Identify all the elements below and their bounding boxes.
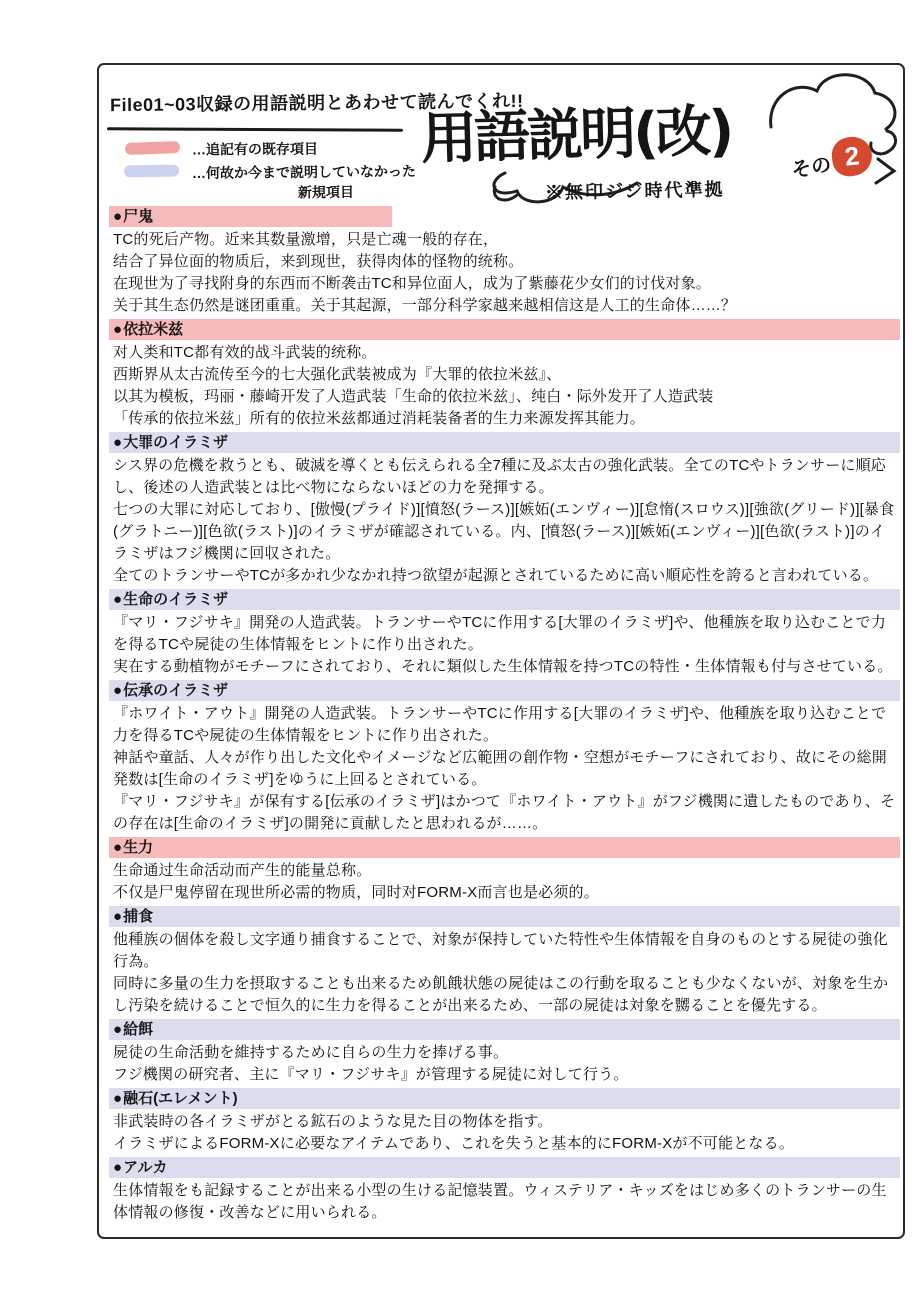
term-paragraph: 七つの大罪に対応しており、[傲慢(プライド)][憤怒(ラース)][嫉妬(エンヴィー)][怠惰(スロウス)][強欲(グリード)][暴食(グラトニー)][色欲(ラスト)]のイラミザが確認されている。内、[憤怒(ラース)][嫉妬(エンヴィー)][色欲(ラスト)]のイラミザはフジ機関に回収された。 — [113, 501, 895, 562]
term-paragraph: 在现世为了寻找附身的东西而不断袭击TC和异位面人，成为了紫藤花少女们的讨伐对象。 — [113, 275, 711, 292]
term-paragraph: シス界の危機を救うとも、破滅を導くとも伝えられる全7種に及ぶ太古の強化武装。全てのTCやトランサーに順応し、後述の人造武装とは比べ物にならないほどの力を発揮する。 — [113, 457, 886, 496]
term-body — [109, 1180, 900, 1224]
term-body — [109, 860, 900, 904]
page-title: 用語説明(改) — [420, 98, 733, 173]
term-label: 融石(エレメント) — [123, 1090, 238, 1107]
term-section — [109, 1088, 900, 1155]
term-section — [109, 319, 900, 430]
bullet-icon: ● — [113, 1021, 123, 1038]
page-header — [99, 65, 903, 206]
term-body — [109, 929, 900, 1017]
term-paragraph: 西斯界从太古流传至今的七大强化武装被成为『大罪的依拉米兹』、 — [113, 366, 562, 383]
term-label: 生力 — [123, 839, 154, 856]
term-section — [109, 206, 900, 317]
term-paragraph: 全てのトランサーやTCが多かれ少なかれ持つ欲望が起源とされているために高い順応性を誇ると言われている。 — [113, 567, 879, 584]
term-header — [109, 680, 900, 701]
term-label: アルカ — [123, 1159, 168, 1176]
bullet-icon: ● — [113, 434, 123, 451]
bullet-icon: ● — [113, 208, 123, 225]
term-header — [109, 1019, 900, 1040]
term-section — [109, 589, 900, 678]
term-body — [109, 455, 900, 587]
term-header — [109, 837, 900, 858]
page-frame — [97, 63, 905, 1239]
term-paragraph: 结合了异位面的物质后，来到现世，获得肉体的怪物的统称。 — [113, 253, 524, 270]
term-label: 生命のイラミザ — [123, 591, 229, 608]
bullet-icon: ● — [113, 321, 123, 338]
term-section — [109, 680, 900, 835]
bullet-icon: ● — [113, 908, 123, 925]
term-body — [109, 1042, 900, 1086]
term-body — [109, 229, 900, 317]
term-paragraph: 对人类和TC都有效的战斗武装的统称。 — [113, 344, 377, 361]
term-body — [109, 342, 900, 430]
term-body — [109, 703, 900, 835]
glossary-sections — [99, 206, 903, 1224]
term-label: 伝承のイラミザ — [123, 682, 229, 699]
title-number-badge: 2 — [830, 135, 874, 178]
term-section — [109, 1019, 900, 1086]
term-header — [109, 589, 900, 610]
page-subtitle: ※無印ジジ時代準拠 — [544, 179, 725, 203]
term-section — [109, 432, 900, 587]
legend-swatch-new — [124, 165, 179, 178]
bullet-icon: ● — [113, 839, 123, 856]
legend-swatch-existing — [125, 141, 180, 155]
term-header — [109, 906, 900, 927]
term-paragraph: 非武装時の各イラミザがとる鉱石のような見た目の物体を指す。 — [113, 1113, 553, 1130]
term-section — [109, 906, 900, 1017]
term-label: 尸鬼 — [123, 208, 154, 225]
note-underline — [107, 127, 403, 132]
term-paragraph: 他種族の個体を殺し文字通り捕食することで、対象が保持していた特性や生体情報を自身のものとする屍徒の強化行為。 — [113, 931, 888, 970]
term-header — [109, 319, 900, 340]
term-header — [109, 1088, 900, 1109]
bullet-icon: ● — [113, 682, 123, 699]
title-suffix: その — [789, 153, 834, 183]
term-header — [109, 432, 900, 453]
term-paragraph: 「传承的依拉米兹」所有的依拉米兹都通过消耗装备者的生力来源发挥其能力。 — [113, 410, 646, 427]
handwritten-note: File01~03収録の用語説明とあわせて読んでくれ!! — [109, 90, 524, 116]
term-paragraph: イラミザによるFORM-Xに必要なアイテムであり、これを失うと基本的にFORM-Xが不可能となる。 — [113, 1135, 795, 1152]
term-header — [109, 1157, 900, 1178]
bullet-icon: ● — [113, 1159, 123, 1176]
term-label: 大罪のイラミザ — [123, 434, 229, 451]
term-paragraph: 『マリ・フジサキ』が保有する[伝承のイラミザ]はかつて『ホワイト・アウト』がフジ機関に遺したものであり、その存在は[生命のイラミザ]の開発に貢献したと思われるが……。 — [113, 793, 896, 832]
term-paragraph: 关于其生态仍然是谜团重重。关于其起源，一部分科学家越来越相信这是人工的生命体……？ — [113, 297, 737, 314]
term-label: 給餌 — [123, 1021, 154, 1038]
term-section — [109, 837, 900, 904]
term-paragraph: 『マリ・フジサキ』開発の人造武装。トランサーやTCに作用する[大罪のイラミザ]や、他種族を取り込むことで力を得るTCや屍徒の生体情報をヒントに作り出された。 — [113, 614, 887, 653]
legend-label-existing: …追記有の既存項目 — [191, 140, 319, 158]
term-header — [109, 206, 392, 227]
term-label: 依拉米兹 — [123, 321, 184, 338]
term-paragraph: TC的死后产物。近来其数量激增，只是亡魂一般的存在， — [113, 231, 499, 248]
term-paragraph: 同時に多量の生力を摂取することも出来るため飢餓状態の屍徒はこの行動を取ることも少なくないが、対象を生かし汚染を続けることで恒久的に生力を得ることが出来るため、一部の屍徒は対象を嬲ることを優先する。 — [113, 975, 889, 1014]
term-paragraph: 以其为模板，玛丽・藤崎开发了人造武装「生命的依拉米兹」、纯白・际外发开了人造武装 — [113, 388, 714, 405]
term-paragraph: 生体情報をも記録することが出来る小型の生ける記憶装置。ウィステリア・キッズをはじめ多くのトランサーの生体情報の修復・改善などに用いられる。 — [113, 1182, 887, 1221]
term-section — [109, 1157, 900, 1224]
term-paragraph: フジ機関の研究者、主に『マリ・フジサキ』が管理する屍徒に対して行う。 — [113, 1066, 629, 1083]
term-paragraph: 実在する動植物がモチーフにされており、それに類似した生体情報を持つTCの特性・生体情報も付与させている。 — [113, 658, 893, 675]
term-label: 捕食 — [123, 908, 154, 925]
term-paragraph: 神話や童話、人々が作り出した文化やイメージなど広範囲の創作物・空想がモチーフにされており、故にその総開発数は[生命のイラミザ]をゆうに上回るとされている。 — [113, 749, 888, 788]
term-body — [109, 612, 900, 678]
term-paragraph: 『ホワイト・アウト』開発の人造武装。トランサーやTCに作用する[大罪のイラミザ]や、他種族を取り込むことで力を得るTCや屍徒の生体情報をヒントに作り出された。 — [113, 705, 887, 744]
term-paragraph: 不仅是尸鬼停留在现世所必需的物质，同时对FORM-X而言也是必须的。 — [113, 884, 599, 901]
legend-label-new-line2: 新規項目 — [297, 183, 355, 201]
legend-label-new: …何故か今まで説明していなかった — [191, 163, 417, 181]
term-paragraph: 屍徒の生命活動を維持するために自らの生力を捧げる事。 — [113, 1044, 509, 1061]
term-paragraph: 生命通过生命活动而产生的能量总称。 — [113, 862, 372, 879]
term-body — [109, 1111, 900, 1155]
bullet-icon: ● — [113, 591, 123, 608]
bullet-icon: ● — [113, 1090, 123, 1107]
